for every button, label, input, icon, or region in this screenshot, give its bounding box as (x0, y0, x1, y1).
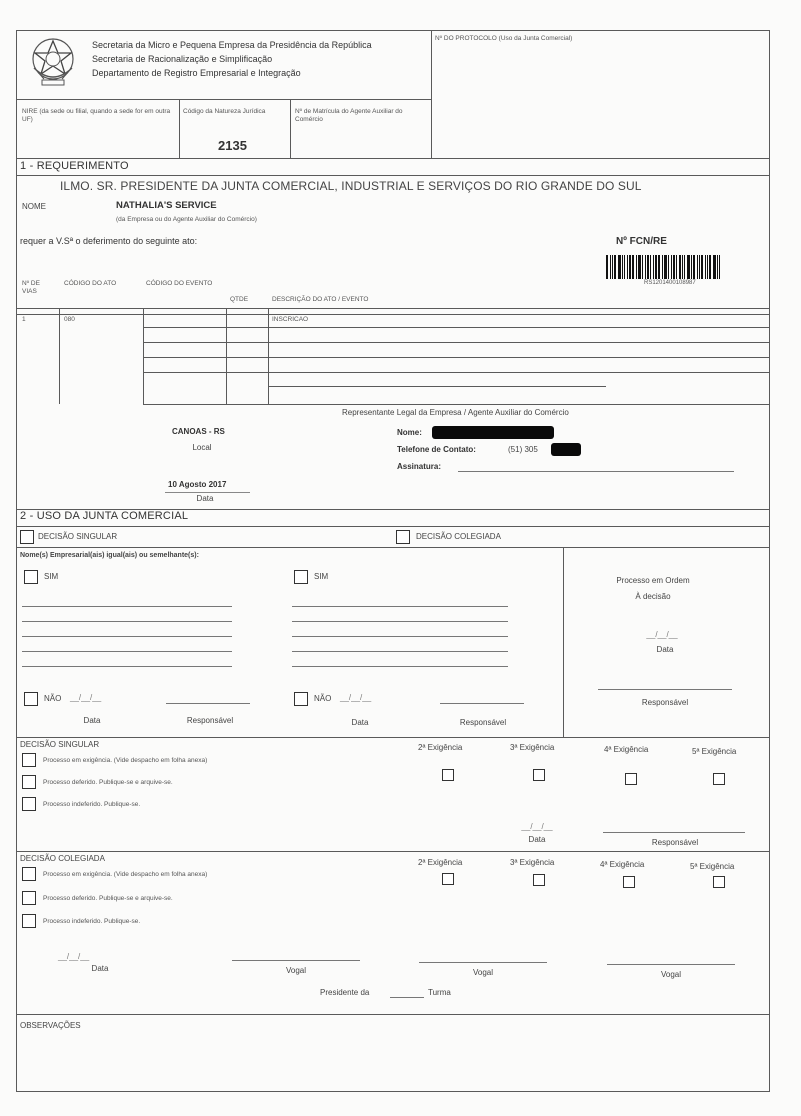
barcode-bar (682, 255, 683, 279)
barcode-bar (691, 255, 692, 279)
singular-title: DECISÃO SINGULAR (20, 740, 100, 749)
barcode-bar (650, 255, 651, 279)
decisao-singular-checkbox[interactable] (20, 530, 34, 544)
telefone-value: (51) 305 (508, 445, 538, 454)
presidente-label: Presidente da (320, 988, 370, 997)
nao-data-label-2: Data (351, 718, 369, 727)
barcode-bar (636, 255, 637, 279)
singular-exig-4: 4ª Exigência (604, 745, 649, 754)
singular-exig-4-checkbox[interactable] (625, 773, 637, 785)
nao-checkbox-1[interactable] (24, 692, 38, 706)
singular-date: __/__/__ (521, 822, 553, 831)
singular-data-label: Data (528, 835, 546, 844)
matricula-label: Nº de Matrícula do Agente Auxiliar do Comércio (295, 108, 403, 123)
ordem-resp-label: Responsável (641, 698, 689, 707)
nome-label: NOME (22, 202, 46, 211)
colegiada-exig-5: 5ª Exigência (690, 862, 735, 871)
barcode-bar (645, 255, 646, 279)
colegiada-exigencia-checkbox[interactable] (22, 867, 36, 881)
barcode-bar (622, 255, 623, 279)
colegiada-title: DECISÃO COLEGIADA (20, 854, 105, 863)
barcode-bar (647, 255, 649, 279)
colegiada-exig-4: 4ª Exigência (600, 860, 645, 869)
col-header-cod-evento: CÓDIGO DO EVENTO (146, 280, 213, 287)
a-decisao-label: À decisão (635, 592, 671, 601)
singular-exig-2-checkbox[interactable] (442, 769, 454, 781)
request-text: requer a V.Sª o deferimento do seguinte ato: (20, 236, 198, 246)
vogal-label-2: Vogal (472, 968, 494, 977)
fcn-number: RS1201400108987 (644, 280, 696, 286)
barcode-bar (662, 255, 663, 279)
singular-exig-3-checkbox[interactable] (533, 769, 545, 781)
ordem-date: __/__/__ (646, 630, 678, 639)
nao-date-1: __/__/__ (70, 693, 102, 702)
col-header-cod-ato: CÓDIGO DO ATO (64, 280, 117, 287)
barcode-bar (618, 255, 621, 279)
singular-indeferido-checkbox[interactable] (22, 797, 36, 811)
fcn-label: Nº FCN/RE (616, 236, 667, 247)
nomes-label: Nome(s) Empresarial(ais) igual(ais) ou semelhante(s): (20, 552, 199, 559)
barcode-bar (655, 255, 657, 279)
nao-label-2: NÃO (314, 694, 332, 703)
barcode-bar (671, 255, 672, 279)
nao-date-2: __/__/__ (340, 693, 372, 702)
singular-exig-5-checkbox[interactable] (713, 773, 725, 785)
colegiada-deferido-label: Processo deferido. Publique-se e arquive-se. (43, 895, 173, 902)
telefone-label: Telefone de Contato: (397, 445, 476, 454)
barcode-bar (701, 255, 703, 279)
singular-indeferido-label: Processo indeferido. Publique-se. (43, 801, 141, 808)
col-header-qtde: QTDE (230, 296, 249, 303)
org-line-2: Secretaria de Racionalização e Simplificação (92, 54, 273, 64)
barcode-bar (705, 255, 706, 279)
barcode-bar (614, 255, 616, 279)
date-value: 10 Agosto 2017 (168, 480, 227, 489)
decisao-colegiada-checkbox[interactable] (396, 530, 410, 544)
nao-label-1: NÃO (44, 694, 62, 703)
vogal-label-1: Vogal (285, 966, 307, 975)
singular-exig-5: 5ª Exigência (692, 747, 737, 756)
barcode-bar (699, 255, 700, 279)
barcode-bar (632, 255, 634, 279)
assinatura-label: Assinatura: (397, 462, 442, 471)
singular-deferido-label: Processo deferido. Publique-se e arquive-se. (43, 779, 173, 786)
section-1-title: 1 - REQUERIMENTO (20, 160, 129, 172)
colegiada-date: __/__/__ (58, 952, 90, 961)
colegiada-exig-3: 3ª Exigência (510, 858, 555, 867)
addressee-line: ILMO. SR. PRESIDENTE DA JUNTA COMERCIAL, INDUSTRIAL E SERVIÇOS DO RIO GRANDE DO SUL (60, 179, 642, 193)
barcode-bar (717, 255, 718, 279)
decisao-colegiada-label: DECISÃO COLEGIADA (416, 532, 501, 541)
barcode-bar (610, 255, 611, 279)
barcode-bar (638, 255, 641, 279)
col-header-vias: Nº DE VIAS (22, 280, 40, 295)
turma-label: Turma (428, 988, 451, 997)
colegiada-exig-2-checkbox[interactable] (442, 873, 454, 885)
barcode-bar (693, 255, 695, 279)
observacoes-label: OBSERVAÇÕES (20, 1021, 81, 1030)
colegiada-exigencia-label: Processo em exigência. (Vide despacho em folha anexa) (43, 871, 208, 878)
barcode-bar (664, 255, 667, 279)
vogal-label-3: Vogal (660, 970, 682, 979)
colegiada-data-label: Data (91, 964, 109, 973)
ordem-data-label: Data (656, 645, 674, 654)
sim-checkbox-2[interactable] (294, 570, 308, 584)
singular-exigencia-checkbox[interactable] (22, 753, 36, 767)
barcode-bar (606, 255, 608, 279)
org-line-3: Departamento de Registro Empresarial e Integração (92, 68, 301, 78)
decisao-singular-label: DECISÃO SINGULAR (38, 532, 118, 541)
barcode-bar (719, 255, 720, 279)
colegiada-indeferido-label: Processo indeferido. Publique-se. (43, 918, 141, 925)
rep-nome-label: Nome: (397, 428, 422, 437)
company-name: NATHALIA'S SERVICE (116, 200, 217, 211)
barcode-bar (676, 255, 677, 279)
section-2-title: 2 - USO DA JUNTA COMERCIAL (20, 510, 189, 522)
redacted-phone (551, 443, 581, 456)
nao-checkbox-2[interactable] (294, 692, 308, 706)
nao-resp-label-2: Responsável (459, 718, 507, 727)
barcode-bar (687, 255, 690, 279)
rep-title: Representante Legal da Empresa / Agente Auxiliar do Comércio (342, 408, 569, 417)
nome-hint: (da Empresa ou do Agente Auxiliar do Comércio) (116, 216, 257, 223)
org-line-1: Secretaria da Micro e Pequena Empresa da Presidência da República (92, 40, 372, 50)
barcode-bar (653, 255, 654, 279)
redacted-name (432, 426, 554, 439)
barcode-bar (627, 255, 628, 279)
sim-checkbox-1[interactable] (24, 570, 38, 584)
barcode-bar (624, 255, 625, 279)
barcode-bar (684, 255, 685, 279)
nao-data-label-1: Data (83, 716, 101, 725)
barcode-image (606, 255, 760, 279)
barcode-bar (629, 255, 631, 279)
barcode-bar (668, 255, 669, 279)
sim-label-2: SIM (314, 572, 329, 581)
colegiada-deferido-checkbox[interactable] (22, 891, 36, 905)
barcode-bar (658, 255, 660, 279)
barcode-bar (673, 255, 675, 279)
barcode-bar (612, 255, 613, 279)
singular-deferido-checkbox[interactable] (22, 775, 36, 789)
colegiada-exig-4-checkbox[interactable] (623, 876, 635, 888)
nire-label: NIRE (da sede ou filial, quando a sede for em outra UF) (22, 108, 171, 123)
protocol-label: Nº DO PROTOCOLO (Uso da Junta Comercial) (435, 35, 573, 42)
nao-resp-label-1: Responsável (186, 716, 234, 725)
barcode-bar (642, 255, 643, 279)
colegiada-exig-3-checkbox[interactable] (533, 874, 545, 886)
col-header-descricao: DESCRIÇÃO DO ATO / EVENTO (272, 296, 369, 303)
colegiada-indeferido-checkbox[interactable] (22, 914, 36, 928)
row-vias: 1 (22, 316, 26, 323)
processo-ordem-label: Processo em Ordem (616, 576, 690, 585)
row-cod-ato: 080 (64, 316, 75, 323)
singular-exig-2: 2ª Exigência (418, 743, 463, 752)
natureza-label: Código da Natureza Jurídica (183, 108, 266, 115)
colegiada-exig-2: 2ª Exigência (418, 858, 463, 867)
row-descricao: INSCRICAO (272, 316, 309, 323)
barcode-bar (679, 255, 681, 279)
barcode-bar (697, 255, 698, 279)
natureza-value: 2135 (218, 138, 247, 153)
barcode-bar (709, 255, 711, 279)
local-label: Local (192, 443, 212, 452)
singular-resp-label: Responsável (651, 838, 699, 847)
date-label: Data (196, 494, 214, 503)
singular-exigencia-label: Processo em exigência. (Vide despacho em folha anexa) (43, 757, 208, 764)
coat-of-arms-logo (24, 32, 82, 90)
local-value: CANOAS - RS (172, 427, 225, 436)
singular-exig-3: 3ª Exigência (510, 743, 555, 752)
barcode-bar (713, 255, 716, 279)
barcode-bar (707, 255, 708, 279)
colegiada-exig-5-checkbox[interactable] (713, 876, 725, 888)
sim-label-1: SIM (44, 572, 59, 581)
